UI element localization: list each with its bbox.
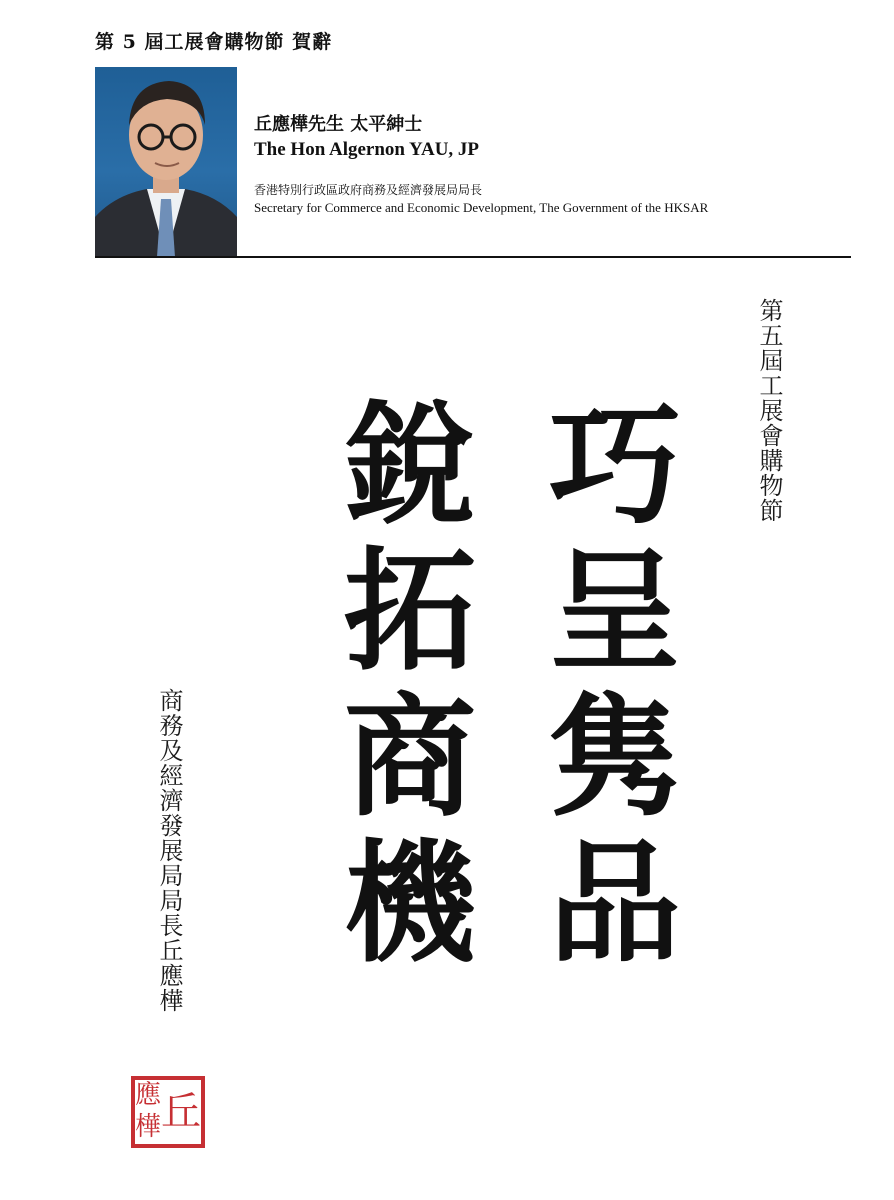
official-info bbox=[254, 113, 708, 216]
official-name-zh: 丘應樺先生 太平紳士 bbox=[254, 114, 423, 135]
event-name-vertical: 第五屆工展會購物節 bbox=[755, 298, 783, 523]
portrait-photo bbox=[95, 67, 237, 257]
signature-vertical: 商務及經濟發展局局長丘應樺 bbox=[155, 688, 183, 1013]
official-name-en: The Hon Algernon YAU, JP bbox=[254, 139, 480, 160]
calligraphy-column-left: 銳拓商機 bbox=[321, 395, 475, 979]
seal-char-yau: 丘 bbox=[161, 1089, 202, 1135]
official-title-en: Secretary for Commerce and Economic Development, The Government of the HKSAR bbox=[254, 200, 709, 215]
red-seal-stamp bbox=[131, 1076, 205, 1148]
seal-char-ying: 應 bbox=[135, 1080, 162, 1110]
page-heading: 第 5 屆工展會購物節 賀辭 bbox=[95, 31, 333, 53]
official-title-zh: 香港特別行政區政府商務及經濟發展局局長 bbox=[254, 183, 483, 197]
seal-char-wah: 樺 bbox=[135, 1112, 162, 1142]
calligraphy-column-right: 巧呈隽品 bbox=[526, 395, 680, 979]
header-divider bbox=[95, 256, 851, 258]
